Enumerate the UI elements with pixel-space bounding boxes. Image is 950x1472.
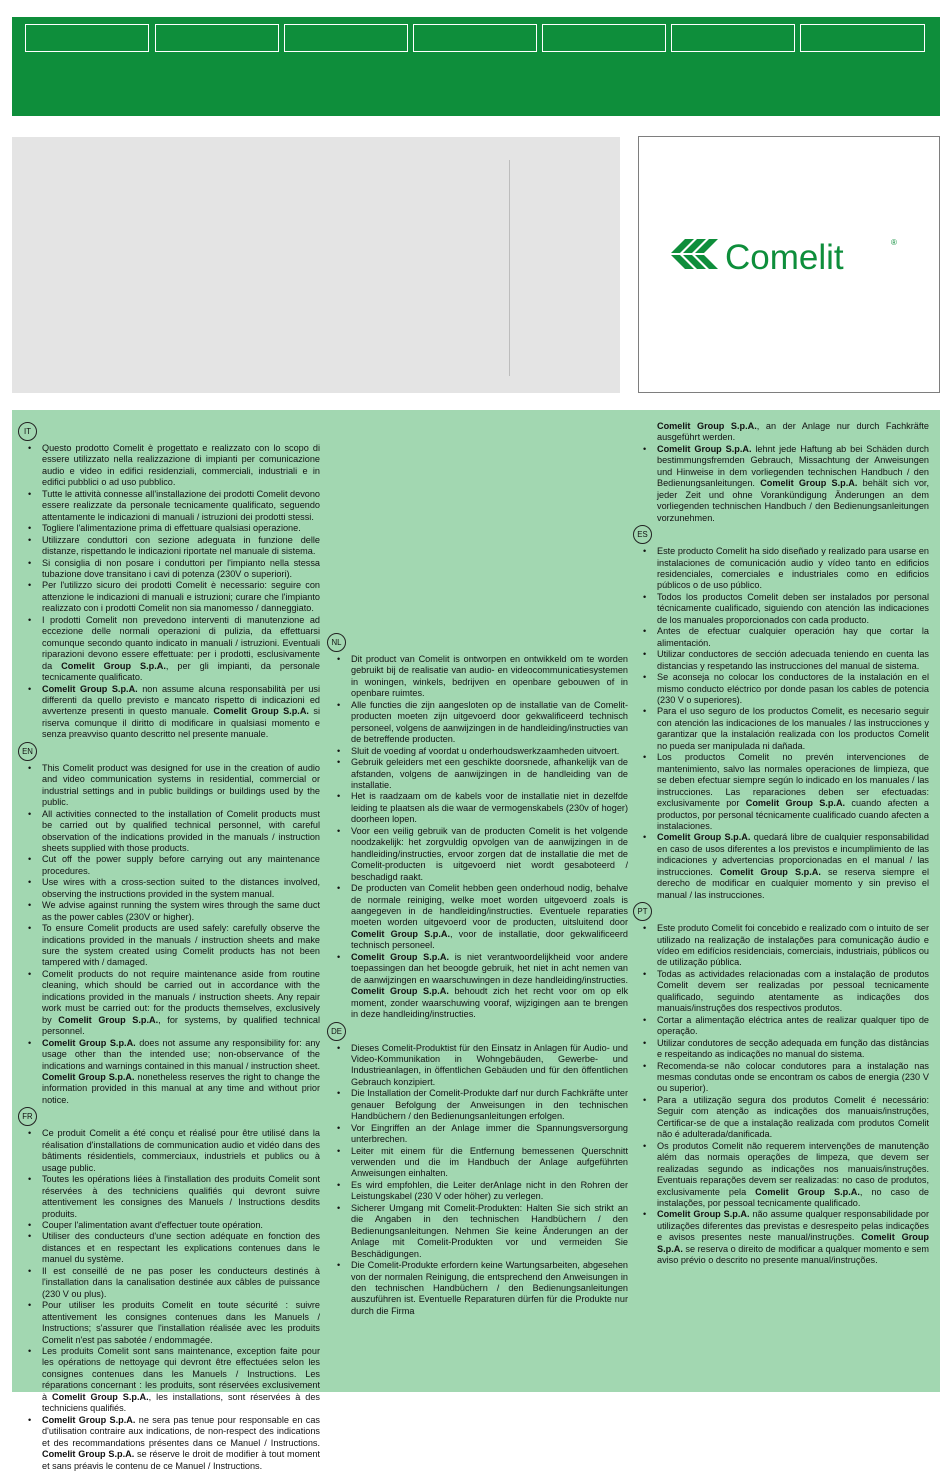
header-tab-2 — [155, 24, 279, 52]
list-item: • Vor Eingriffen an der Anlage immer die Spannungsversorgung unterbrechen. — [333, 1123, 628, 1146]
logo-wordmark: Comelit — [725, 238, 844, 277]
list-item: • Utiliser des conducteurs d'une section adéquate en fonction des distances et en respectant les explications contenues dans le manuel du système. — [24, 1231, 320, 1265]
list-item: • Couper l'alimentation avant d'effectuer toute opération. — [24, 1220, 320, 1231]
list-item: • To ensure Comelit products are used safely: carefully observe the indications provided in the manuals / instruction sheets and make sure the system created using Comelit products has not been tampered with / damaged. — [24, 923, 320, 969]
header-band — [12, 17, 940, 116]
list-item: • Toutes les opérations liées à l'installation des produits Comelit sont réservées à des techniciens qualifiés qui devront suivre attentivement les consignes des Manuels / Instructions desdits produits. — [24, 1174, 320, 1220]
list-item: • This Comelit product was designed for use in the creation of audio and video communication systems in residential, commercial or industrial settings and in public buildings or buildings used by the public. — [24, 763, 320, 809]
safety-instructions-panel — [12, 410, 940, 1471]
list-item: • Para el uso seguro de los productos Comelit, es necesario seguir con atención las indicaciones de los manuales / las instrucciones y garantizar que la instalación realizada con los productos Comelit no pueda ser manipulada ni dañada. — [639, 706, 929, 752]
list-item: • Alle functies die zijn aangesloten op de installatie van de Comelit-producten moeten zijn uitgevoerd door gekwalificeerd technisch personeel, volgens de aanwijzingen in de handleiding/instructies van de betreffende producten. — [333, 700, 628, 746]
list-item: • We advise against running the system wires through the same duct as the power cables (230V or higher). — [24, 900, 320, 923]
list-item: • Tutte le attività connesse all'installazione dei prodotti Comelit devono essere realizzate da personale tecnicamente qualificato, seguendo attentamente le indicazioni di manuali / istruzioni dei prodotti stessi. — [24, 489, 320, 523]
column-2 — [333, 632, 628, 1317]
list-item: • I prodotti Comelit non prevedono interventi di manutenzione ad eccezione delle normali operazioni di pulizia, da effettuarsi comunque secondo quanto indicato in manuali / istruzioni. Eventuali riparazioni devono essere effettuate: per i prodotti, esclusivamente da Comelit Group S.p.A., per gli impianti, da personale tecnicamente qualificato. — [24, 615, 320, 684]
list-item: • Il est conseillé de ne pas poser les conducteurs destinés à l'installation dans la canalisation destinée aux câbles de puissance (230 V ou plus). — [24, 1266, 320, 1300]
section-de — [333, 1043, 628, 1318]
list-item: • Voor een veilig gebruik van de producten Comelit is het volgende noodzakelijk: het zorgvuldig opvolgen van de aanwijzingen in de handleiding/instructies, ervoor zorgen dat de installatie die met de Comelit-producten is uitgevoerd niet wordt gesaboteerd / beschadigd raakt. — [333, 826, 628, 883]
list-item: • Todos los productos Comelit deben ser instalados por personal técnicamente cualificado, siguiendo con atención las indicaciones de los manuales proporcionados con cada producto. — [639, 592, 929, 626]
section-fr — [24, 1128, 320, 1472]
header-tab-3 — [284, 24, 408, 52]
lang-badge-nl: NL — [327, 633, 346, 652]
list-item: • Togliere l'alimentazione prima di effettuare qualsiasi operazione. — [24, 523, 320, 534]
header-tab-1 — [25, 24, 149, 52]
list-item: • Cortar a alimentação eléctrica antes de realizar qualquer tipo de operação. — [639, 1015, 929, 1038]
list-item: • Comelit Group S.p.A. ne sera pas tenue pour responsable en cas d'utilisation contraire aux indications, de non-respect des indications et des recommandations présentes dans ce Manuel / Instructions. Comelit Group S.p.A. se réserve le droit de modifier à tout moment et sans préavis le contenu de ce Manuel / Instructions. — [24, 1415, 320, 1472]
comelit-logo-icon — [669, 232, 909, 292]
list-item: • Se aconseja no colocar los conductores de la instalación en el mismo conducto eléctrico por donde pasan los cables de potencia (230 V o superiores). — [639, 672, 929, 706]
list-item: • Utilizar conductores de sección adecuada teniendo en cuenta las distancias y respetando las instrucciones del manual de sistema. — [639, 649, 929, 672]
list-item: • Este producto Comelit ha sido diseñado y realizado para usarse en instalaciones de comunicación audio y vídeo tanto en edificios residenciales, comerciales e industriales como en edificios públicos o de uso público. — [639, 546, 929, 592]
header-tab-7 — [800, 24, 925, 52]
list-item: • Comelit Group S.p.A. não assume qualquer responsabilidade por utilizações diferentes das previstas e desrespeito pelas indicações e avisos presentes neste manual/instruções. Comelit Group S.p.A. se reserva o direito de modificar a qualquer momento e sem aviso prévio o descrito no presente manual/instruções. — [639, 1209, 929, 1266]
list-item: • Comelit products do not require maintenance aside from routine cleaning, which should be carried out in accordance with the indications provided in the manuals / instruction sheets. Any repair work must be carried out: for the products themselves, exclusively by Comelit Group S.p.A., for systems, by qualified technical personnel. — [24, 969, 320, 1038]
list-item: • Leiter mit einem für die Entfernung bemessenen Querschnitt verwenden und die im Handbuch der Anlage aufgeführten Anweisungen einhalten. — [333, 1146, 628, 1180]
list-item: • Les produits Comelit sont sans maintenance, exception faite pour les opérations de nettoyage qui devront être effectuées selon les consignes contenues dans les Manuels / Instructions. Les réparations concernant : les produits, sont réservées exclusivement à Comelit Group S.p.A., les installations, sont réservées à des techniciens qualifiés. — [24, 1346, 320, 1415]
column-3 — [639, 421, 929, 1267]
product-placeholder-panel — [12, 137, 620, 393]
list-item: • De producten van Comelit hebben geen onderhoud nodig, behalve de normale reiniging, welke moet worden uitgevoerd zoals is aangegeven in de handleiding/instructies. Eventuele reparaties moeten worden uitgevoerd voor de producten, uitsluitend door Comelit Group S.p.A., voor de installatie, door gekwalificeerd technisch personeel. — [333, 883, 628, 952]
list-item: • Comelit Group S.p.A. does not assume any responsibility for: any usage other than the intended use; non-observance of the indications and warnings contained in this manual / instruction sheet. Comelit Group S.p.A. nonetheless reserves the right to change the information provided in this manual at any time and without prior notice. — [24, 1038, 320, 1107]
list-item: • Gebruik geleiders met een geschikte doorsnede, afhankelijk van de afstanden, volgens de aanwijzingen in de handleiding van de installatie. — [333, 757, 628, 791]
list-item: • Ce produit Comelit a été conçu et réalisé pour être utilisé dans la réalisation d'installations de communication audio et vidéo dans des bâtiments résidentiels, commerciaux, industriels et publics ou à usage public. — [24, 1128, 320, 1174]
column-1 — [24, 421, 320, 1472]
list-item: • Si consiglia di non posare i conduttori per l'impianto nella stessa tubazione dove transitano i cavi di potenza (230V o superiori). — [24, 558, 320, 581]
list-item: • Dieses Comelit-Produktist für den Einsatz in Anlagen für Audio- und Video-Kommunikation in Wohngebäuden, Gewerbe- und Industrieanlagen, in öffentlichen Gebäuden und für den öffentlichen Gebrauch konzipiert. — [333, 1043, 628, 1089]
lang-badge-de: DE — [327, 1022, 346, 1041]
section-en — [24, 763, 320, 1107]
list-item: • Comelit Group S.p.A. lehnt jede Haftung ab bei Schäden durch bestimmungsfremden Gebrauch, Missachtung der Anweisungen und Hinweise in dem vorliegenden technischen Handbuch / den Bedienungsanleitungen. Comelit Group S.p.A. behält sich vor, jeder Zeit und ohne Vorankündigung Änderungen an dem vorliegenden technischen Handbuch / den Bedienungsanleitungen vorzunehmen. — [639, 444, 929, 524]
lang-badge-en: EN — [18, 742, 37, 761]
lang-badge-es: ES — [633, 525, 652, 544]
list-item: • Comelit Group S.p.A. is niet verantwoordelijkheid voor andere toepassingen dan het beoogde gebruik, het niet in acht nemen van de aanwijzingen en waarschuwingen in deze handleiding/instructies. Comelit Group S.p.A. behoudt zich het recht voor om op elk moment, zonder waarschuwing vooraf, wijzigingen aan te brengen in deze handleiding/instructies. — [333, 952, 628, 1021]
list-item: • Comelit Group S.p.A. quedará libre de cualquier responsabilidad en caso de usos diferentes a los previstos e incumplimiento de las indicaciones y advertencias proporcionadas en el manual / las instrucciones. Comelit Group S.p.A. se reserva siempre el derecho de modificar en cualquier momento y sin previso el manual / las instrucciones. — [639, 832, 929, 901]
list-item: • Comelit Group S.p.A. non assume alcuna responsabilità per usi differenti da quello previsto e mancato rispetto di indicazioni ed avvertenze presenti in questo manuale. Comelit Group S.p.A. si riserva comunque il diritto di modificare in qualsiasi momento e senza preavviso quanto descritto nel presente manuale. — [24, 684, 320, 741]
section-es — [639, 546, 929, 901]
list-item: • Die Installation der Comelit-Produkte darf nur durch Fachkräfte unter genauer Befolgung der Anweisungen in den technischen Handbüchern / den Bedienungsanleitungen erfolgen. — [333, 1088, 628, 1122]
list-item: • Para a utilização segura dos produtos Comelit é necessário: Seguir com atenção as indicações dos manuais/instruções, Certificar-se de que a instalação realizada com produtos Comelit não é adulterada/danificada. — [639, 1095, 929, 1141]
section-de-continued — [639, 421, 929, 524]
list-item: • Es wird empfohlen, die Leiter derAnlage nicht in den Rohren der Leistungskabel (230 V oder höher) zu verlegen. — [333, 1180, 628, 1203]
list-item: • Recomenda-se não colocar condutores para a instalação nas mesmas condutas onde se encontram os cabos de energia (230 V ou superior). — [639, 1061, 929, 1095]
list-item: • Pour utiliser les produits Comelit en toute sécurité : suivre attentivement les consignes contenues dans les Manuels / Instructions; s'assurer que l'installation réalisée avec les produits Comelit n'est pas sabotée / endommagée. — [24, 1300, 320, 1346]
list-item: • Cut off the power supply before carrying out any maintenance procedures. — [24, 854, 320, 877]
logo-registered-mark: ® — [891, 238, 897, 247]
list-item: • Todas as actividades relacionadas com a instalação de produtos Comelit devem ser realizadas por pessoal tecnicamente qualificado, seguindo atentamente as indicações dos manuais/instruções dos respectivos produtos. — [639, 969, 929, 1015]
lang-badge-fr: FR — [18, 1107, 37, 1126]
header-tab-strip — [12, 24, 940, 54]
lang-badge-it: IT — [18, 422, 37, 441]
header-tab-6 — [671, 24, 795, 52]
list-item: • Utilizzare conduttori con sezione adeguata in funzione delle distanze, rispettando le indicazioni riportate nel manuale di sistema. — [24, 535, 320, 558]
header-tab-4 — [413, 24, 537, 52]
list-item: • Os produtos Comelit não requerem intervenções de manutenção além das normais operações de limpeza, que devem ser realizadas segundo as indicações nos manuais/instruções. Eventuais reparações devem ser realizadas: no caso de produtos, exclusivamente pela Comelit Group S.p.A., no caso de instalações, por pessoal tecnicamente qualificado. — [639, 1141, 929, 1210]
list-item: • Die Comelit-Produkte erfordern keine Wartungsarbeiten, abgesehen von der normalen Reinigung, die entsprechend den Anweisungen in den technischen Handbüchern / den Bedienungsanleitungen auszuführen ist. Eventuelle Reparaturen dürfen für die Produkte nur durch die Firma — [333, 1260, 628, 1317]
list-item: • Este produto Comelit foi concebido e realizado com o intuito de ser utilizado na realização de instalações para comunicação áudio e vídeo em edifícios residenciais, comerciais, industriais, públicos ou de utilização pública. — [639, 923, 929, 969]
logo-panel — [638, 136, 940, 393]
list-item: • Questo prodotto Comelit è progettato e realizzato con lo scopo di essere utilizzato nella realizzazione di impianti per comunicazione audio e video in edifici residenziali, commerciali, industriali e in edifici pubblici o ad uso pubblico. — [24, 443, 320, 489]
list-item: • Per l'utilizzo sicuro dei prodotti Comelit è necessario: seguire con attenzione le indicazioni di manuali e istruzioni; curare che l'impianto realizzato con i prodotti Comelit non sia manomesso / danneggiato. — [24, 580, 320, 614]
list-item: • Sluit de voeding af voordat u onderhoudswerkzaamheden uitvoert. — [333, 746, 628, 757]
list-item: • Use wires with a cross-section suited to the distances involved, observing the instructions provided in the system manual. — [24, 877, 320, 900]
list-item: • Antes de efectuar cualquier operación hay que cortar la alimentación. — [639, 626, 929, 649]
list-item: • Dit product van Comelit is ontworpen en ontwikkeld om te worden gebruikt bij de realisatie van audio- en videocommunicatiesystemen in woningen, winkels, bedrijven en openbare gebouwen of in openbare ruimtes. — [333, 654, 628, 700]
list-item: • Sicherer Umgang mit Comelit-Produkten: Halten Sie sich strikt an die Angaben in den technischen Handbüchern / den Bedienungsanleitungen. Nehmen Sie keine Änderungen an der Anlage mit Comelit-Produkten vor und vermeiden Sie Beschädigungen. — [333, 1203, 628, 1260]
section-pt — [639, 923, 929, 1267]
header-tab-5 — [542, 24, 666, 52]
list-item: Comelit Group S.p.A., an der Anlage nur durch Fachkräfte ausgeführt werden. — [657, 421, 929, 443]
list-item: • Los productos Comelit no prevén intervenciones de mantenimiento, salvo las normales operaciones de limpieza, que se deben efectuar siempre según lo indicado en los manuales / las instrucciones. Las reparaciones deben ser efectuadas: exclusivamente por Comelit Group S.p.A. cuando afecten a productos, por personal técnicamente cualificado cuando afecten a instalaciones. — [639, 752, 929, 832]
panel-divider — [509, 160, 510, 376]
list-item: • Utilizar condutores de secção adequada em função das distâncias e respeitando as indicações no manual do sistema. — [639, 1038, 929, 1061]
section-nl — [333, 654, 628, 1021]
list-item: • All activities connected to the installation of Comelit products must be carried out by qualified technical personnel, with careful observation of the indications provided in the manuals / instruction sheets supplied with those products. — [24, 809, 320, 855]
list-item: • Het is raadzaam om de kabels voor de installatie niet in dezelfde leiding te plaatsen als die waar de vermogenskabels (230v of hoger) doorheen lopen. — [333, 791, 628, 825]
lang-badge-pt: PT — [633, 902, 652, 921]
section-it — [24, 443, 320, 741]
